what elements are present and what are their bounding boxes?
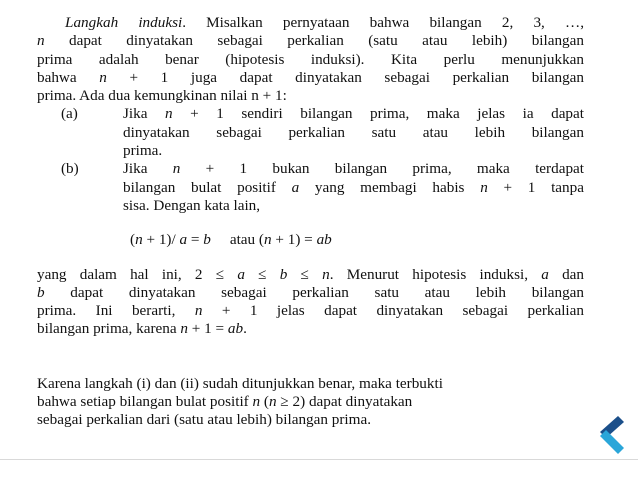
text-line: bilangan prima, karena n + 1 = ab. bbox=[37, 320, 247, 338]
text-line: b dapat dinyatakan sebagai perkalian satu atau lebih bilangan bbox=[37, 283, 584, 301]
text-line: prima. Ini berarti, n + 1 jelas dapat dinyatakan sebagai perkalian bbox=[37, 302, 584, 320]
paragraph-induction-step bbox=[37, 14, 584, 105]
case-a-label: (a) bbox=[61, 105, 78, 123]
text-line: prima. bbox=[123, 142, 163, 160]
text-line: n dapat dinyatakan sebagai perkalian (satu atau lebih) bilangan bbox=[37, 32, 584, 50]
equation: (n + 1)/ a = b atau (n + 1) = ab bbox=[130, 231, 332, 249]
slide-logo-icon bbox=[590, 412, 630, 458]
footer-divider bbox=[0, 459, 638, 460]
case-b-label: (b) bbox=[61, 160, 79, 178]
paragraph-final-conclusion bbox=[37, 375, 584, 430]
text-line: bahwa n + 1 juga dapat dinyatakan sebagai perkalian bilangan bbox=[37, 68, 584, 86]
spacer bbox=[37, 339, 584, 375]
text-line: sisa. Dengan kata lain, bbox=[123, 196, 261, 214]
text-line: Jika n + 1 sendiri bilangan prima, maka jelas ia dapat bbox=[123, 105, 584, 123]
text-line: Karena langkah (i) dan (ii) sudah ditunjukkan benar, maka terbukti bbox=[37, 374, 443, 392]
text-line: dinyatakan sebagai perkalian satu atau lebih bilangan bbox=[123, 123, 584, 141]
text-line: prima adalah benar (hipotesis induksi). Kita perlu menunjukkan bbox=[37, 50, 584, 68]
document-body bbox=[37, 14, 584, 430]
case-b bbox=[37, 160, 584, 215]
text-line: prima. Ada dua kemungkinan nilai n + 1: bbox=[37, 87, 287, 105]
text-line: yang dalam hal ini, 2 ≤ a ≤ b ≤ n. Menurut hipotesis induksi, a dan bbox=[37, 265, 585, 283]
text-line: sebagai perkalian dari (satu atau lebih) bilangan prima. bbox=[37, 411, 371, 429]
text-line: Langkah induksi. Misalkan pernyataan bahwa bilangan 2, 3, …, bbox=[65, 14, 584, 31]
case-a bbox=[37, 105, 584, 160]
paragraph-conclusion-step bbox=[37, 266, 584, 339]
text-line: Jika n + 1 bukan bilangan prima, maka terdapat bbox=[123, 160, 584, 178]
text-line: bilangan bulat positif a yang membagi habis n + 1 tanpa bbox=[123, 178, 584, 196]
text-line: bahwa setiap bilangan bulat positif n (n ≥ 2) dapat dinyatakan bbox=[37, 393, 413, 411]
